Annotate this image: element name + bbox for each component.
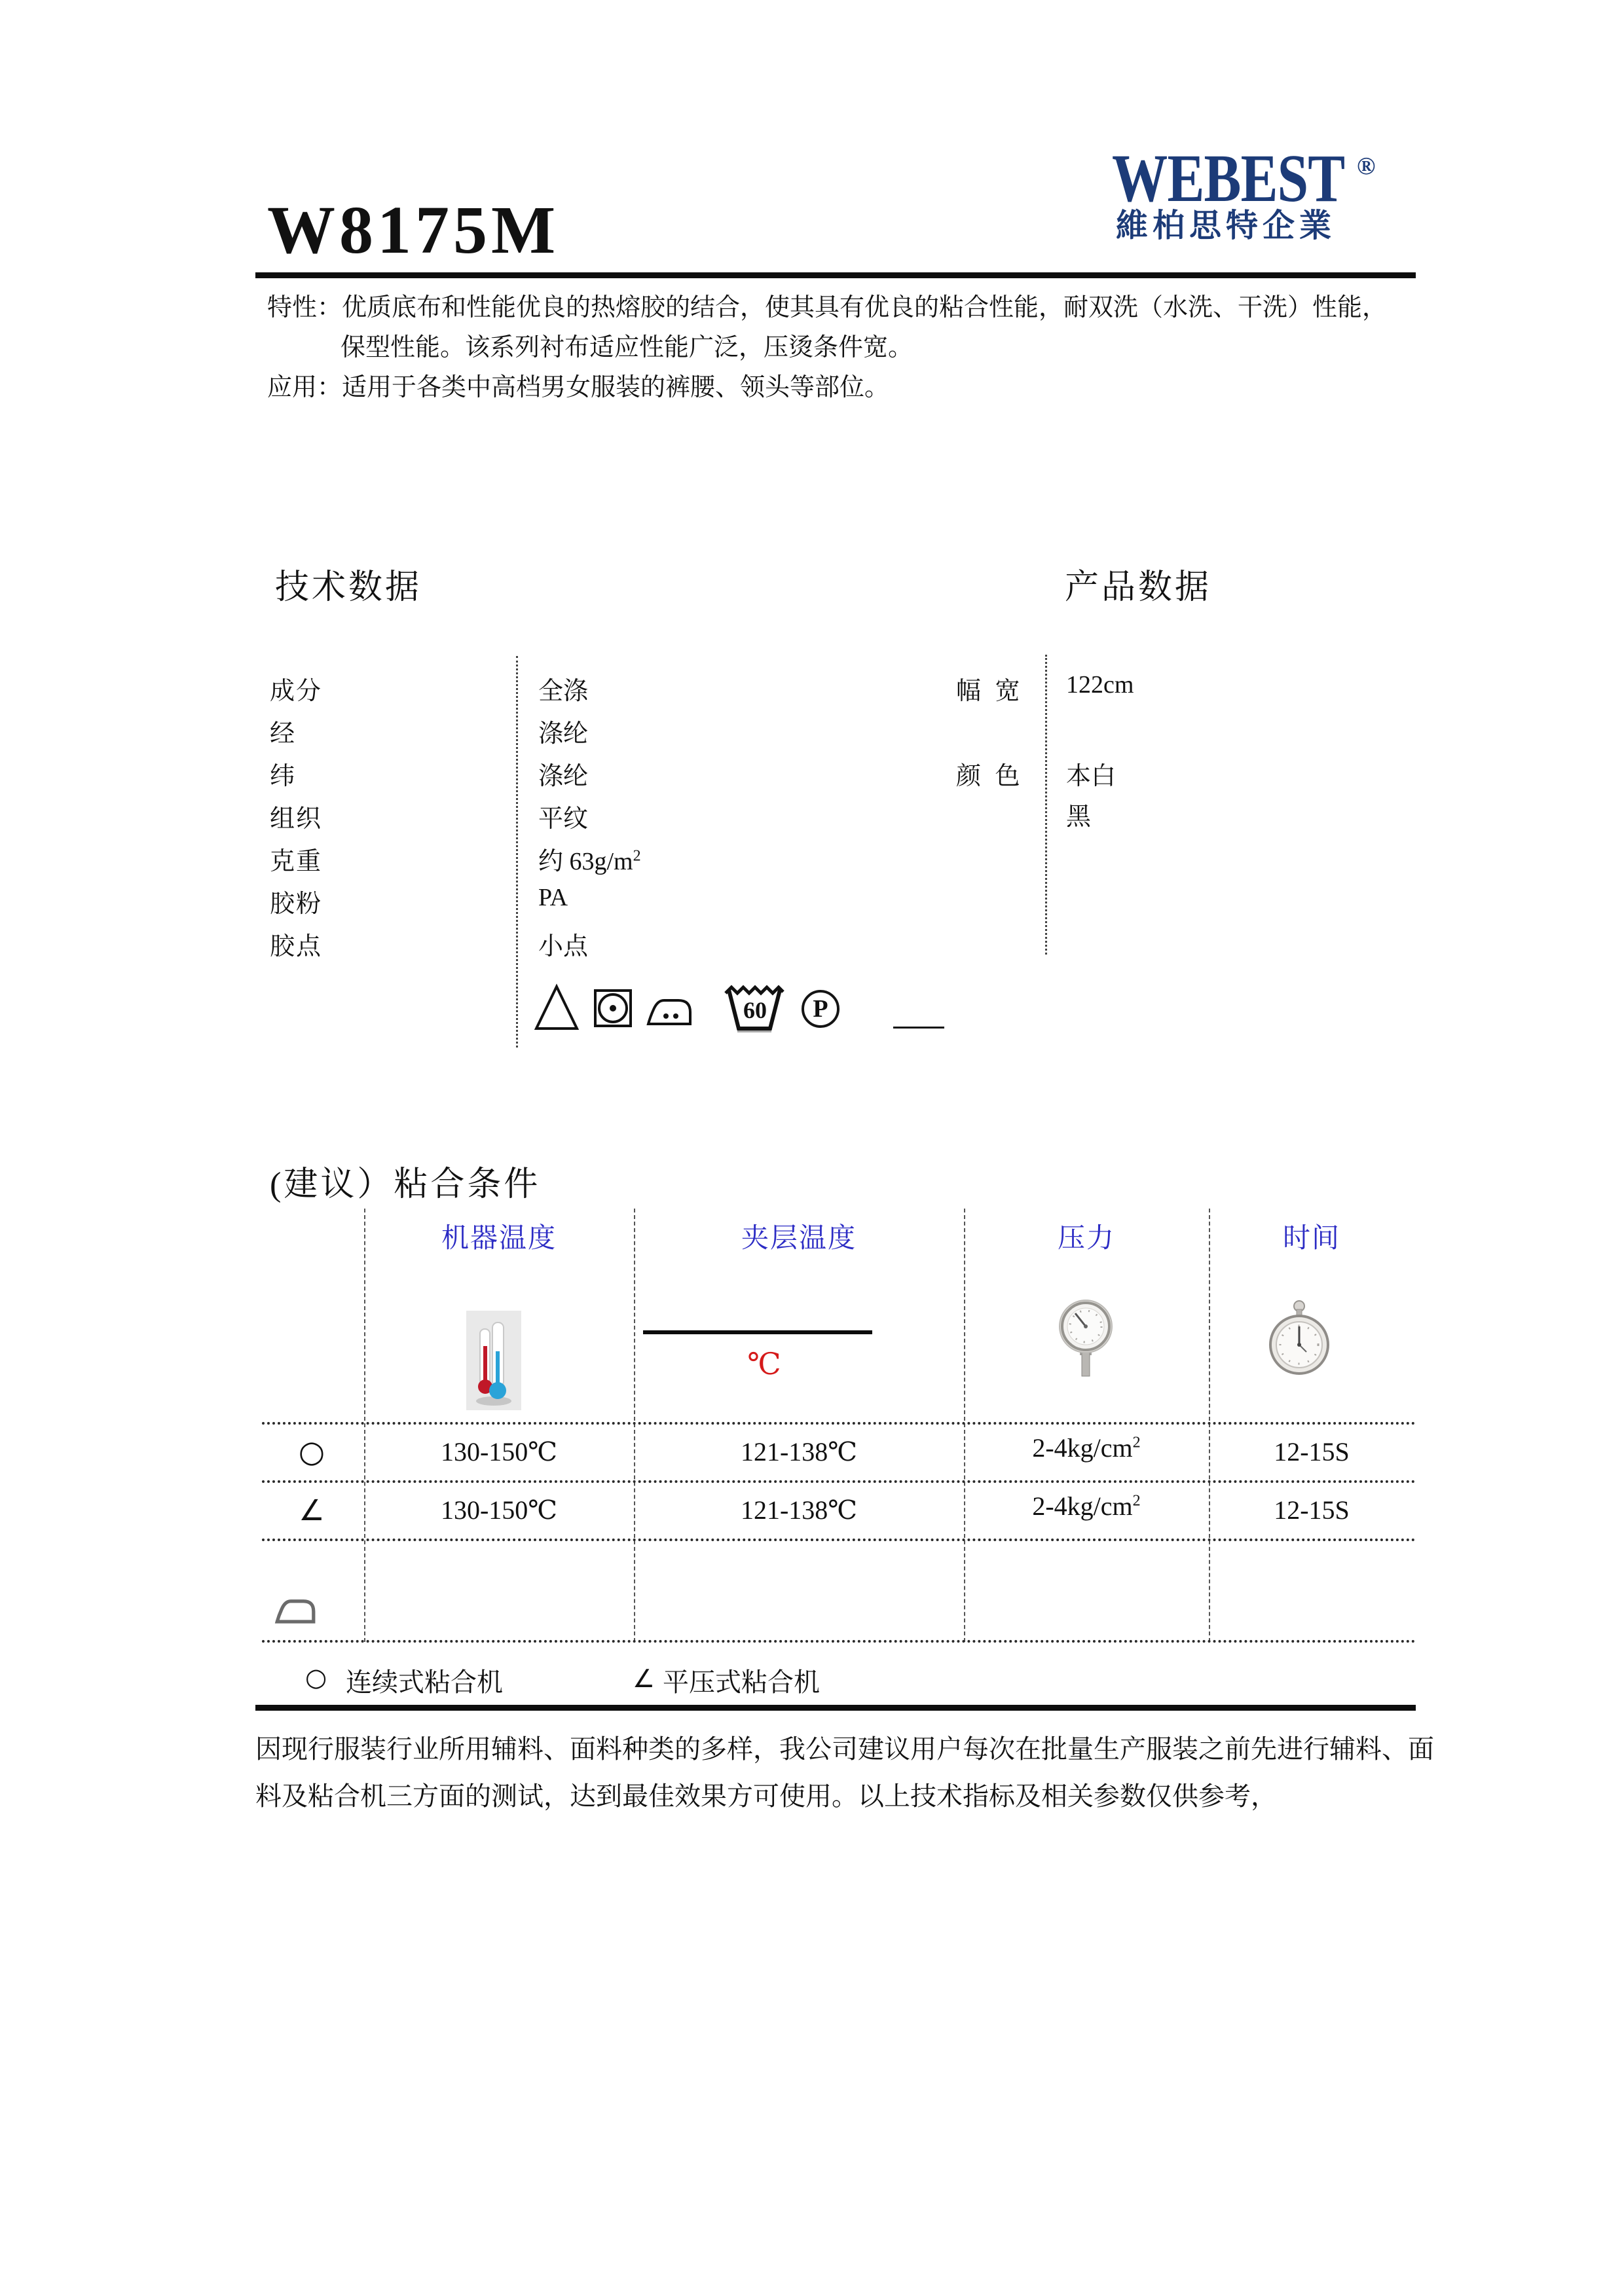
col-pressure: 压力 (1057, 1224, 1115, 1254)
tech-label: 经 (270, 720, 297, 748)
product-label: 颜 色 (956, 763, 1024, 790)
registered-mark-icon: ® (1357, 153, 1376, 180)
product-table-divider (1045, 655, 1047, 955)
tech-value: 小点 (538, 933, 589, 960)
feature-line-2: 保型性能。该系列衬布适应性能广泛，压烫条件宽。 (341, 334, 913, 361)
bonding-col-divider (634, 1209, 635, 1642)
company-name: 維柏思特企業 (1116, 208, 1337, 244)
col-machine-temp: 机器温度 (441, 1224, 557, 1254)
superscript: 2 (1132, 1434, 1141, 1451)
bonding-row-divider (262, 1640, 1416, 1643)
superscript: 2 (633, 847, 641, 865)
tech-value: 全涤 (538, 678, 589, 705)
pressure-value: $2-4kg/cm^2$ (1032, 1491, 1141, 1521)
disclaimer-line-1: 因现行服装行业所用辅料、面料种类的多样，我公司建议用户每次在批量生产服装之前先进行辅料、面 (255, 1734, 1434, 1764)
iron-two-dots-icon (644, 990, 694, 1028)
pressure-gauge-icon (1058, 1299, 1113, 1380)
tech-label: 胶点 (270, 933, 323, 960)
legend-continuous-press: 连续式粘合机 (346, 1667, 503, 1697)
webest-logo: WEBEST (1112, 141, 1345, 216)
row-symbol-circle: ○ (298, 1434, 325, 1469)
superscript: 2 (1132, 1492, 1141, 1510)
col-interlayer-temp: 夹层温度 (741, 1224, 857, 1254)
pressure-value: $2-4kg/cm^2$ (1032, 1433, 1141, 1463)
header-rule (255, 272, 1416, 278)
product-data-heading: 产品数据 (1065, 569, 1212, 606)
time-value: 12-15S (1274, 1495, 1350, 1525)
tech-label: 成分 (270, 678, 323, 705)
tech-label: 纬 (270, 763, 297, 790)
stopwatch-icon (1269, 1300, 1329, 1376)
disclaimer-line-2: 料及粘合机三方面的测试，达到最佳效果方可使用。以上技术指标及相关参数仅供参考， (255, 1781, 1277, 1811)
care-line-icon (893, 1027, 944, 1029)
thermometer-icon (466, 1311, 521, 1410)
tech-value: 涤纶 (538, 720, 589, 748)
celsius-symbol: ℃ (747, 1347, 781, 1381)
bonding-row-divider (262, 1422, 1416, 1425)
bleach-triangle-icon (534, 983, 580, 1032)
time-value: 12-15S (1274, 1437, 1350, 1467)
product-value: 本白 (1066, 763, 1116, 790)
interlayer-temp-value: 121-138℃ (740, 1495, 858, 1525)
footer-rule (255, 1705, 1416, 1711)
product-value: 122cm (1066, 671, 1134, 699)
bonding-col-divider (364, 1209, 365, 1642)
tech-label: 克重 (270, 848, 323, 875)
product-value: 黑 (1066, 803, 1092, 831)
feature-line-1: 特性：优质底布和性能优良的热熔胶的结合，使其具有优良的粘合性能，耐双洗（水洗、干洗）性能， (267, 294, 1388, 321)
bonding-col-divider (964, 1209, 965, 1642)
legend-circle-symbol: ○ (305, 1663, 327, 1692)
interlayer-temp-value: 121-138℃ (740, 1437, 858, 1467)
tech-value: 涤纶 (538, 763, 589, 790)
tech-value: 约 $63g/m^2$ (538, 847, 641, 875)
application-line: 应用：适用于各类中高档男女服装的裤腰、领头等部位。 (267, 374, 890, 401)
col-time: 时间 (1282, 1224, 1340, 1254)
dryclean-p-icon: P (802, 990, 840, 1028)
machine-temp-value: 130-150℃ (440, 1495, 558, 1525)
tech-label: 胶粉 (270, 890, 323, 918)
row-symbol-angle: ∠ (299, 1494, 325, 1527)
bonding-conditions-heading: (建议）粘合条件 (270, 1166, 541, 1203)
legend-angle-symbol: ∠ (633, 1664, 655, 1693)
tech-value: 平纹 (538, 805, 589, 833)
bonding-col-divider (1209, 1209, 1210, 1642)
tech-label: 组织 (270, 805, 323, 833)
bonding-row-divider (262, 1539, 1416, 1541)
tech-value: PA (538, 884, 568, 911)
product-label: 幅 宽 (956, 678, 1024, 705)
row-symbol-iron-icon (274, 1588, 317, 1629)
tech-data-heading: 技术数据 (275, 569, 422, 606)
tech-table-divider (516, 656, 518, 1048)
tumble-dry-icon (593, 989, 633, 1028)
page-title: W8175M (267, 192, 560, 268)
wash-temperature-label: 60 (743, 997, 767, 1023)
interlayer-underline (643, 1330, 872, 1334)
machine-temp-value: 130-150℃ (440, 1437, 558, 1467)
bonding-row-divider (262, 1480, 1416, 1483)
legend-flat-press: 平压式粘合机 (663, 1667, 820, 1697)
